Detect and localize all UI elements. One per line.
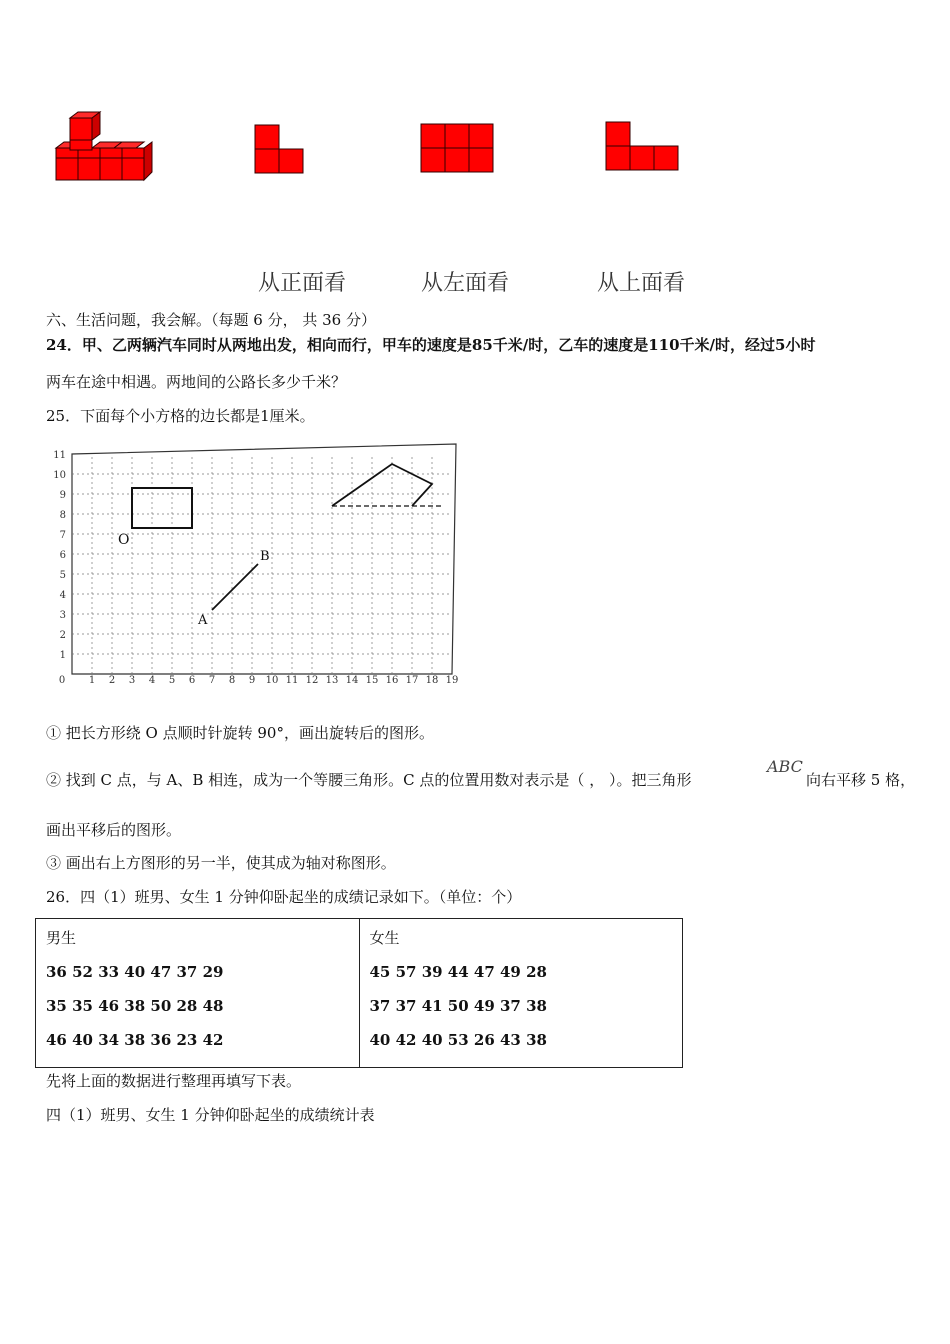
x-tick-label: 8 [228,675,236,686]
x-tick-label: 13 [325,675,339,686]
x-tick-label: 17 [405,675,419,686]
x-tick-label: 6 [188,675,196,686]
y-tick-label: 4 [59,590,66,601]
x-tick-label: 11 [285,675,299,686]
q25-instruction-3: ③ 画出右上方图形的另一半，使其成为轴对称图形。 [46,854,396,872]
x-tick-label: 2 [108,675,116,686]
girls-column [359,919,683,1068]
x-tick-label: 16 [385,675,399,686]
top-view-shape [606,122,678,170]
x-tick-label: 4 [148,675,156,686]
y-tick-label: 6 [59,550,66,561]
caption-front-view: 从正面看 [258,271,347,296]
q25-instruction-2a: ② 找到 C 点，与 A、B 相连，成为一个等腰三角形。C 点的位置用数对表示是（ ， ）。把三角形 [46,771,692,789]
x-tick-label: 9 [248,675,256,686]
triangle-abc-label: ABC [767,757,803,776]
girls-row: 45 57 39 44 47 49 28 [369,963,547,981]
x-tick-label: 14 [345,675,359,686]
point-o-label: O [118,532,130,548]
y-tick-label: 3 [59,610,66,621]
q25-instruction-2b: 向右平移 5 格， [806,771,916,789]
y-tick-label: 7 [59,530,66,541]
girls-header: 女生 [369,929,400,947]
x-tick-label: 15 [365,675,379,686]
y-tick-label: 11 [53,450,66,461]
grid-figure [50,438,470,688]
front-view-shape [255,125,303,173]
segment-ab [212,564,258,610]
girls-row: 40 42 40 53 26 43 38 [369,1031,547,1049]
q26-title: 26．四（1）班男、女生 1 分钟仰卧起坐的成绩记录如下。（单位：个） [46,888,522,906]
scores-record-table [35,918,683,1068]
boys-column [36,919,360,1068]
q24-line2: 两车在途中相遇。两地间的公路长多少千米？ [46,373,347,391]
x-tick-label: 12 [305,675,319,686]
boys-header: 男生 [46,929,77,947]
y-tick-label: 1 [59,650,66,661]
q25-title: 25．下面每个小方格的边长都是1厘米。 [46,407,315,425]
half-shape [332,464,432,506]
y-tick-label: 5 [59,570,66,581]
point-a-label: A [198,613,208,628]
boys-row: 36 52 33 40 47 37 29 [46,963,224,981]
cube-views-figure [40,100,720,200]
caption-left-view: 从左面看 [421,271,510,296]
girls-row: 37 37 41 50 49 37 38 [369,997,547,1015]
x-tick-label: 10 [265,675,279,686]
cube-stack-3d [56,112,152,180]
y-tick-label: 9 [59,490,66,501]
point-b-label: B [260,549,270,564]
y-tick-label: 8 [59,510,66,521]
y-tick-label: 2 [59,630,66,641]
x-tick-label: 0 [58,675,66,686]
q25-instruction-2c: 画出平移后的图形。 [46,821,182,839]
q24-line1: 24．甲、乙两辆汽车同时从两地出发，相向而行，甲车的速度是85千米/时，乙车的速度是110千米/时，经过5小时 [46,336,816,354]
boys-row: 46 40 34 38 36 23 42 [46,1031,224,1049]
x-tick-label: 3 [128,675,136,686]
x-tick-label: 1 [88,675,96,686]
boys-row: 35 35 46 38 50 28 48 [46,997,224,1015]
caption-top-view: 从上面看 [597,271,686,296]
x-tick-label: 7 [208,675,216,686]
y-tick-label: 10 [53,470,66,481]
q26-table-title: 四（1）班男、女生 1 分钟仰卧起坐的成绩统计表 [46,1106,375,1124]
left-view-shape [421,124,493,172]
section-title: 六、生活问题，我会解。（每题 6 分， 共 36 分） [46,311,376,329]
x-tick-label: 18 [425,675,439,686]
q26-note: 先将上面的数据进行整理再填写下表。 [46,1072,302,1090]
x-tick-label: 19 [445,675,459,686]
q25-instruction-1: ① 把长方形绕 O 点顺时针旋转 90°，画出旋转后的图形。 [46,724,434,742]
x-tick-label: 5 [168,675,176,686]
